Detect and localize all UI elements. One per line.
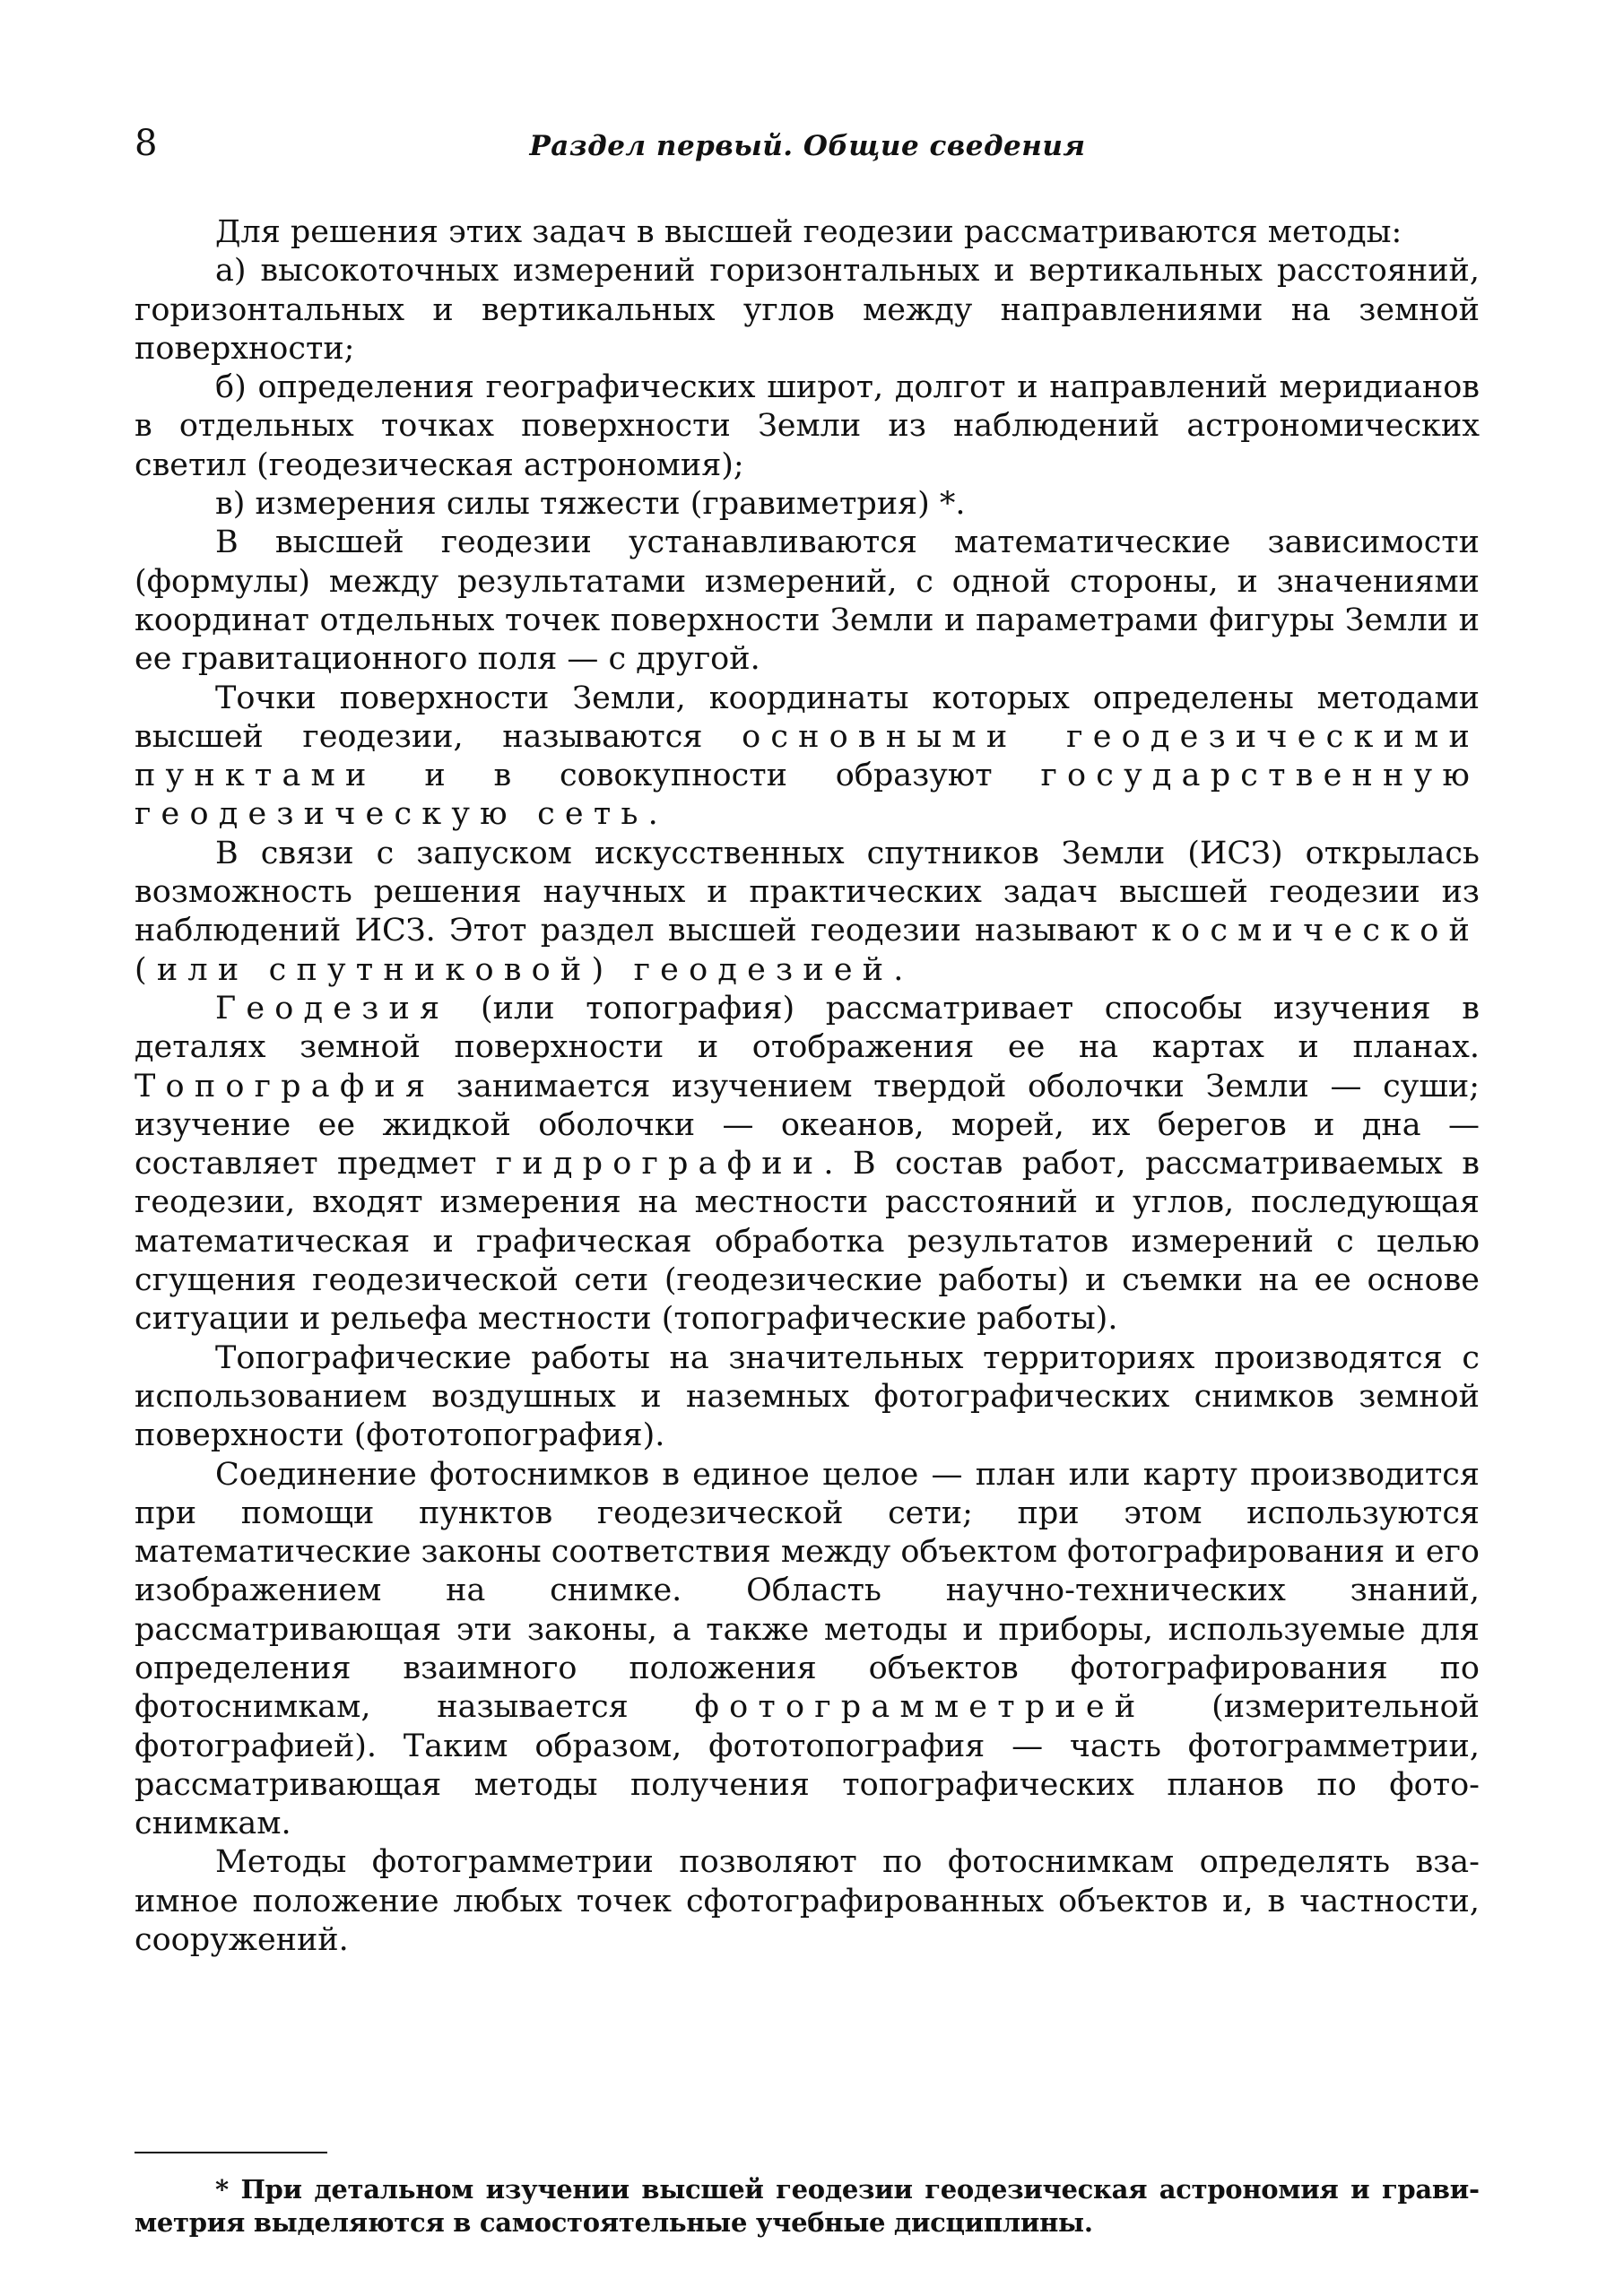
footnote: * При детальном изучении высшей геодезии геодезическая астрономия и гравиметрия выделяются в самостоятельные учебные дисциплины.	[135, 2174, 1480, 2238]
text-run: . В состав работ, рассматриваемых в геодезии, входят измерения на местности расстояний и углов, последующая математическая и графическая обработка результатов измерений с целью сгущения геодезической сети (геодезические работы) и съемки на ее основе ситуации и рельефа местности (топографические работы).	[135, 1146, 1480, 1338]
footnote-divider	[135, 2152, 327, 2153]
list-item-b: б) определения географических широт, долгот и направлений меридианов в отдельных точках поверхности Земли из наблюдений астрономических светил (геодезическая астрономия);	[135, 369, 1480, 483]
paragraph-topography	[135, 990, 1480, 1339]
paragraph-photogrammetry-methods: Методы фотограмметрии позволяют по фотоснимкам определять взаимное положение любых точек сфотографированных объектов и, в частности, сооружений.	[135, 1844, 1480, 1959]
text-run: Соединение фотоснимков в единое целое — план или карту производится при помощи пунктов геодезической сети; при этом используются математические законы соответствия между объектом фотографирования и его изображением на снимке. Область научно-технических знаний, рассматривающая эти законы, а также методы и приборы, используемые для определения взаимного положения объектов фотографирования по фотоснимкам, называется	[135, 1456, 1480, 1726]
paragraph-phototopography: Топографические работы на значительных территориях производятся с использованием воздушных и наземных фотографических снимков земной поверхности (фототопография).	[135, 1339, 1480, 1454]
spaced-term: Геодезия	[215, 990, 450, 1027]
text-run: .	[893, 951, 904, 988]
text-run: В связи с запуском искусственных спутников Земли (ИСЗ) открылась возможность решения научных и практических задач высшей геодезии из наблюдений ИСЗ. Этот раздел высшей геодезии называют	[135, 835, 1480, 949]
text-run: (или топография) рассматривает способы изучения в деталях земной поверхности и отображения ее на картах и планах.	[135, 990, 1480, 1066]
running-title: Раздел первый. Общие сведения	[529, 130, 1086, 162]
text-run: Точки поверхности Земли, координаты которых определены методами высшей геодезии, называются	[135, 680, 1480, 755]
spaced-term: государственную геодезическую сеть	[135, 758, 1480, 833]
text-run: .	[647, 796, 658, 833]
spaced-term: гидрографии	[495, 1146, 824, 1183]
paragraph-geodetic-points	[135, 680, 1480, 835]
main-text	[135, 213, 1480, 1960]
page-number: 8	[135, 123, 158, 164]
spaced-term: фотограмметрией	[694, 1689, 1146, 1726]
paragraph-satellite-geodesy	[135, 835, 1480, 990]
list-item-a: а) высокоточных измерений горизонтальных и вертикальных расстояний, горизонтальных и вертикальных углов между направлениями на земной поверхности;	[135, 253, 1480, 367]
paragraph-photogrammetry	[135, 1456, 1480, 1844]
text-run: занимается изучением твердой оболочки Земли — суши; изучение ее жидкой оболочки — океанов, морей, их берегов и дна — составляет предмет	[135, 1068, 1480, 1183]
text-run: (измерительной фотографией). Таким образом, фототопография — часть фотограмметрии, рассматривающая методы получения топографических планов по фотоснимкам.	[135, 1689, 1480, 1842]
spaced-term: Топография	[135, 1068, 436, 1105]
spaced-term: основными геодезическими пунктами	[135, 718, 1480, 794]
list-item-c: в) измерения силы тяжести (гравиметрия) *.	[215, 486, 966, 523]
spaced-term: космической (или спутниковой) геодезией	[135, 913, 1480, 988]
paragraph-methods-intro: Для решения этих задач в высшей геодезии рассматриваются методы:	[215, 214, 1402, 250]
paragraph-dependencies: В высшей геодезии устанавливаются математические зависимости (формулы) между результатами измерений, с одной стороны, и значениями координат отдельных точек поверхности Земли и параметрами фигуры Земли и ее гравитационного поля — с другой.	[135, 524, 1480, 678]
text-run: и в совокупности образуют	[376, 758, 1041, 794]
